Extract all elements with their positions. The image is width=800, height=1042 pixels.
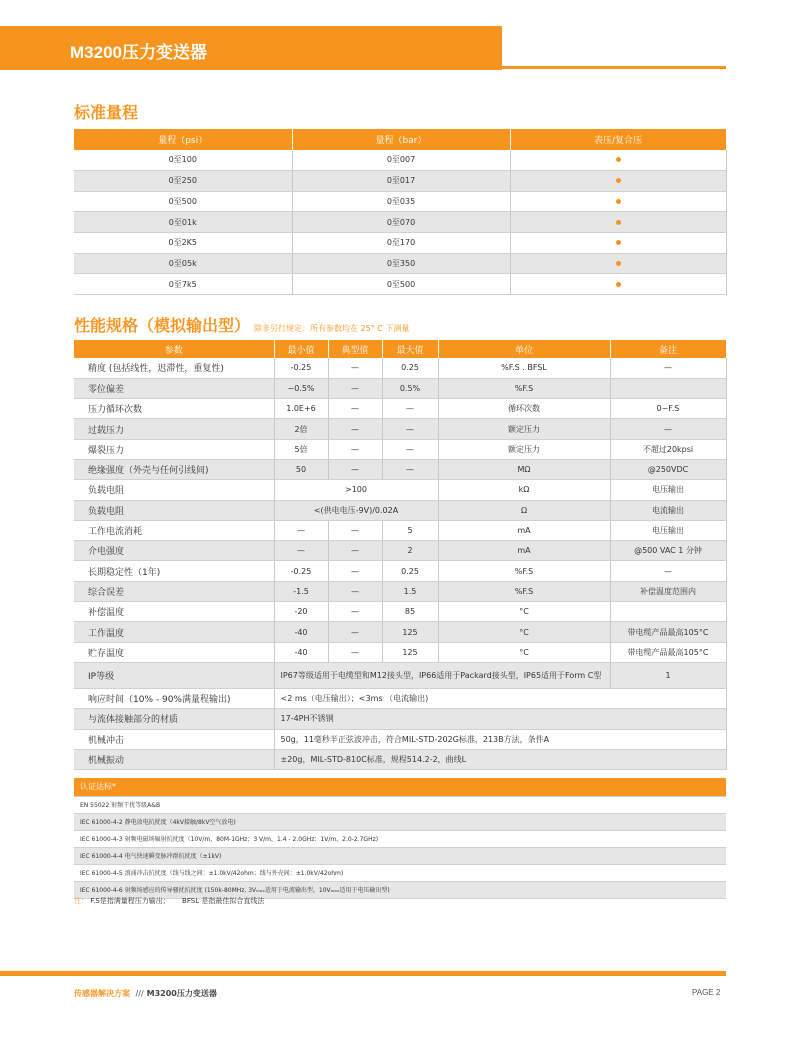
- param-cell: 绝缘强度（外壳与任何引线间): [74, 459, 274, 479]
- psi-cell: 0至01k: [74, 212, 292, 233]
- gauge-cell: [510, 191, 726, 212]
- value-cell: 50g，11毫秒半正弦波冲击，符合MIL-STD-202G标准，213B方法，条件A: [274, 729, 726, 749]
- typ-cell: —: [328, 581, 382, 601]
- span-value-cell: <(供电电压-9V)/0.02A: [274, 500, 438, 520]
- table-row: [74, 622, 726, 642]
- value-cell: <2 ms（电压输出）；<3ms （电流输出): [274, 688, 726, 708]
- note-cell: 补偿温度范围内: [610, 581, 726, 601]
- gauge-cell: [510, 150, 726, 171]
- note-cell: 不超过20kpsi: [610, 439, 726, 459]
- max-cell: —: [382, 399, 438, 419]
- table-row: [74, 150, 726, 171]
- note-cell: —: [610, 419, 726, 439]
- note-cell: 带电缆产品最高105°C: [610, 642, 726, 662]
- bullet-icon: [616, 220, 621, 225]
- max-cell: —: [382, 459, 438, 479]
- psi-cell: 0至7k5: [74, 274, 292, 295]
- spec-subtitle: 除非另行规定：所有参数均在 25° C 下测量: [254, 324, 410, 333]
- min-cell: −0.5%: [274, 378, 328, 398]
- param-cell: 压力循环次数: [74, 399, 274, 419]
- max-cell: 5: [382, 520, 438, 540]
- note-cell: 带电缆产品最高105°C: [610, 622, 726, 642]
- table-row: [74, 642, 726, 662]
- table-row: [74, 520, 726, 540]
- typ-cell: —: [328, 358, 382, 378]
- ip-value-cell: IP67等级适用于电缆型和M12接头型，IP66适用于Packard接头型，IP65适用于Form C型: [274, 662, 610, 688]
- param-cell: 零位偏差: [74, 378, 274, 398]
- unit-cell: %F.S: [438, 581, 610, 601]
- table-row: [74, 358, 726, 378]
- unit-cell: %F.S: [438, 561, 610, 581]
- param-cell: 贮存温度: [74, 642, 274, 662]
- table-row: [74, 729, 726, 749]
- table-row: [74, 796, 726, 813]
- unit-cell: °C: [438, 642, 610, 662]
- note-cell: 电压输出: [610, 480, 726, 500]
- unit-cell: %F.S: [438, 378, 610, 398]
- bar-cell: 0至017: [292, 170, 510, 191]
- gauge-cell: [510, 253, 726, 274]
- value-cell: 17-4PH不锈钢: [274, 709, 726, 729]
- typ-cell: —: [328, 602, 382, 622]
- min-cell: 1.0E+6: [274, 399, 328, 419]
- unit-cell: Ω: [438, 500, 610, 520]
- bullet-icon: [616, 199, 621, 204]
- typ-cell: —: [328, 622, 382, 642]
- note-cell: [610, 602, 726, 622]
- column-header: 量程（psi）: [74, 129, 292, 150]
- table-row: [74, 864, 726, 881]
- param-cell: 精度 (包括线性，迟滞性，重复性): [74, 358, 274, 378]
- param-cell: 补偿温度: [74, 602, 274, 622]
- table-row: [74, 253, 726, 274]
- cert-cell: EN 55022 射频干扰等级A&B: [74, 796, 726, 813]
- param-cell: 过载压力: [74, 419, 274, 439]
- typ-cell: —: [328, 541, 382, 561]
- max-cell: 0.25: [382, 358, 438, 378]
- typ-cell: —: [328, 459, 382, 479]
- max-cell: —: [382, 439, 438, 459]
- min-cell: -0.25: [274, 561, 328, 581]
- table-row: [74, 830, 726, 847]
- spec-section-title: [74, 313, 409, 336]
- range-section-title: 标准量程: [74, 103, 139, 122]
- psi-cell: 0至100: [74, 150, 292, 171]
- max-cell: 0.25: [382, 561, 438, 581]
- unit-cell: 额定压力: [438, 419, 610, 439]
- unit-cell: kΩ: [438, 480, 610, 500]
- note-cell: @250VDC: [610, 459, 726, 479]
- param-cell: 工作电流消耗: [74, 520, 274, 540]
- table-row: [74, 419, 726, 439]
- column-header: 最大值: [382, 340, 438, 358]
- note-cell: 0~F.S: [610, 399, 726, 419]
- gauge-cell: [510, 170, 726, 191]
- table-row: [74, 709, 726, 729]
- note-cell: —: [610, 561, 726, 581]
- column-header: 备注: [610, 340, 726, 358]
- table-row: [74, 459, 726, 479]
- typ-cell: —: [328, 439, 382, 459]
- table-row: [74, 561, 726, 581]
- param-cell: 爆裂压力: [74, 439, 274, 459]
- bar-cell: 0至007: [292, 150, 510, 171]
- footer: [74, 988, 217, 999]
- column-header: 量程（bar）: [292, 129, 510, 150]
- param-cell: 响应时间（10% - 90%满量程输出): [74, 688, 274, 708]
- max-cell: 125: [382, 642, 438, 662]
- table-row: [74, 662, 726, 688]
- table-row: [74, 813, 726, 830]
- psi-cell: 0至500: [74, 191, 292, 212]
- note-fs: F.S是指满量程压力输出；: [90, 897, 170, 905]
- table-row: [74, 439, 726, 459]
- spec-title-text: 性能规格（模拟输出型）: [74, 316, 251, 335]
- cert-table: [74, 778, 726, 899]
- typ-cell: —: [328, 642, 382, 662]
- table-row: [74, 602, 726, 622]
- max-cell: 0.5%: [382, 378, 438, 398]
- min-cell: -1.5: [274, 581, 328, 601]
- max-cell: 1.5: [382, 581, 438, 601]
- table-row: [74, 847, 726, 864]
- bar-cell: 0至070: [292, 212, 510, 233]
- param-cell: 机械振动: [74, 749, 274, 769]
- cert-title: 认证达标*: [74, 778, 726, 796]
- note-cell: 1: [610, 662, 726, 688]
- footer-brand: 传感器解决方案: [74, 989, 130, 998]
- param-cell: 长期稳定性（1年): [74, 561, 274, 581]
- min-cell: —: [274, 520, 328, 540]
- table-row: [74, 399, 726, 419]
- table-row: [74, 500, 726, 520]
- unit-cell: 循环次数: [438, 399, 610, 419]
- unit-cell: 额定压力: [438, 439, 610, 459]
- min-cell: -20: [274, 602, 328, 622]
- param-cell: 机械冲击: [74, 729, 274, 749]
- typ-cell: —: [328, 399, 382, 419]
- table-row: [74, 541, 726, 561]
- table-row: [74, 170, 726, 191]
- unit-cell: %F.S . BFSL: [438, 358, 610, 378]
- table-row: [74, 480, 726, 500]
- note-bfsl: BFSL 是指最佳拟合直线法: [182, 897, 265, 905]
- min-cell: 2倍: [274, 419, 328, 439]
- cert-cell: IEC 61000-4-6 射频场感应的传导骚扰抗扰度 (150k-80MHz, 3Vₘₐₓ适用于电流输出型，10Vₘₐₓ适用于电压输出型): [74, 881, 726, 898]
- column-header: 典型值: [328, 340, 382, 358]
- footer-separator: ///: [135, 989, 144, 998]
- min-cell: -40: [274, 622, 328, 642]
- gauge-cell: [510, 232, 726, 253]
- unit-cell: MΩ: [438, 459, 610, 479]
- note-cell: 电流输出: [610, 500, 726, 520]
- bar-cell: 0至350: [292, 253, 510, 274]
- range-table: [74, 129, 727, 295]
- unit-cell: mA: [438, 520, 610, 540]
- note-cell: —: [610, 358, 726, 378]
- table-row: [74, 749, 726, 769]
- bar-cell: 0至500: [292, 274, 510, 295]
- value-cell: ±20g，MIL-STD-810C标准，规程514.2-2，曲线L: [274, 749, 726, 769]
- param-cell: 与流体接触部分的材质: [74, 709, 274, 729]
- bullet-icon: [616, 178, 621, 183]
- header-rule: [502, 66, 726, 69]
- footer-rule: [0, 971, 726, 976]
- unit-cell: °C: [438, 622, 610, 642]
- footer-product: M3200压力变送器: [146, 989, 217, 998]
- param-cell: 综合误差: [74, 581, 274, 601]
- column-header: 参数: [74, 340, 274, 358]
- max-cell: 85: [382, 602, 438, 622]
- notes: [74, 896, 264, 906]
- page-title: M3200压力变送器: [70, 43, 207, 62]
- unit-cell: mA: [438, 541, 610, 561]
- unit-cell: °C: [438, 602, 610, 622]
- bullet-icon: [616, 157, 621, 162]
- span-value-cell: >100: [274, 480, 438, 500]
- bullet-icon: [616, 282, 621, 287]
- table-row: [74, 688, 726, 708]
- table-row: [74, 212, 726, 233]
- note-cell: @500 VAC 1 分钟: [610, 541, 726, 561]
- psi-cell: 0至05k: [74, 253, 292, 274]
- note-cell: 电压输出: [610, 520, 726, 540]
- min-cell: -40: [274, 642, 328, 662]
- table-row: [74, 378, 726, 398]
- typ-cell: —: [328, 378, 382, 398]
- bullet-icon: [616, 240, 621, 245]
- param-cell: 负载电阻: [74, 500, 274, 520]
- typ-cell: —: [328, 419, 382, 439]
- column-header: 最小值: [274, 340, 328, 358]
- bar-cell: 0至170: [292, 232, 510, 253]
- max-cell: 125: [382, 622, 438, 642]
- bar-cell: 0至035: [292, 191, 510, 212]
- gauge-cell: [510, 212, 726, 233]
- cert-cell: IEC 61000-4-3 射频电磁场辐射抗扰度（10V/m，80M-1GHz；3 V/m，1.4 - 2.0GHz；1V/m，2.0-2.7GHz): [74, 830, 726, 847]
- min-cell: —: [274, 541, 328, 561]
- typ-cell: —: [328, 520, 382, 540]
- bullet-icon: [616, 261, 621, 266]
- table-row: [74, 232, 726, 253]
- min-cell: -0.25: [274, 358, 328, 378]
- page-number: PAGE 2: [692, 988, 721, 997]
- min-cell: 50: [274, 459, 328, 479]
- typ-cell: —: [328, 561, 382, 581]
- param-cell: IP等级: [74, 662, 274, 688]
- spec-table: [74, 340, 727, 770]
- column-header: 表压/复合压: [510, 129, 726, 150]
- note-key: 注：: [74, 897, 88, 905]
- cert-cell: IEC 61000-4-4 电气快速瞬变脉冲群抗扰度（±1kV): [74, 847, 726, 864]
- param-cell: 介电强度: [74, 541, 274, 561]
- min-cell: 5倍: [274, 439, 328, 459]
- note-cell: [610, 378, 726, 398]
- table-row: [74, 274, 726, 295]
- table-row: [74, 191, 726, 212]
- max-cell: 2: [382, 541, 438, 561]
- psi-cell: 0至2K5: [74, 232, 292, 253]
- param-cell: 负载电阻: [74, 480, 274, 500]
- psi-cell: 0至250: [74, 170, 292, 191]
- gauge-cell: [510, 274, 726, 295]
- cert-cell: IEC 61000-4-2 静电放电抗扰度（4kV接触/8kV空气放电): [74, 813, 726, 830]
- param-cell: 工作温度: [74, 622, 274, 642]
- cert-cell: IEC 61000-4-5 浪涌冲击抗扰度（线与线之间：±1.0kV/42ohm；线与外壳间：±1.0kV/42ohm): [74, 864, 726, 881]
- table-row: [74, 581, 726, 601]
- column-header: 单位: [438, 340, 610, 358]
- max-cell: —: [382, 419, 438, 439]
